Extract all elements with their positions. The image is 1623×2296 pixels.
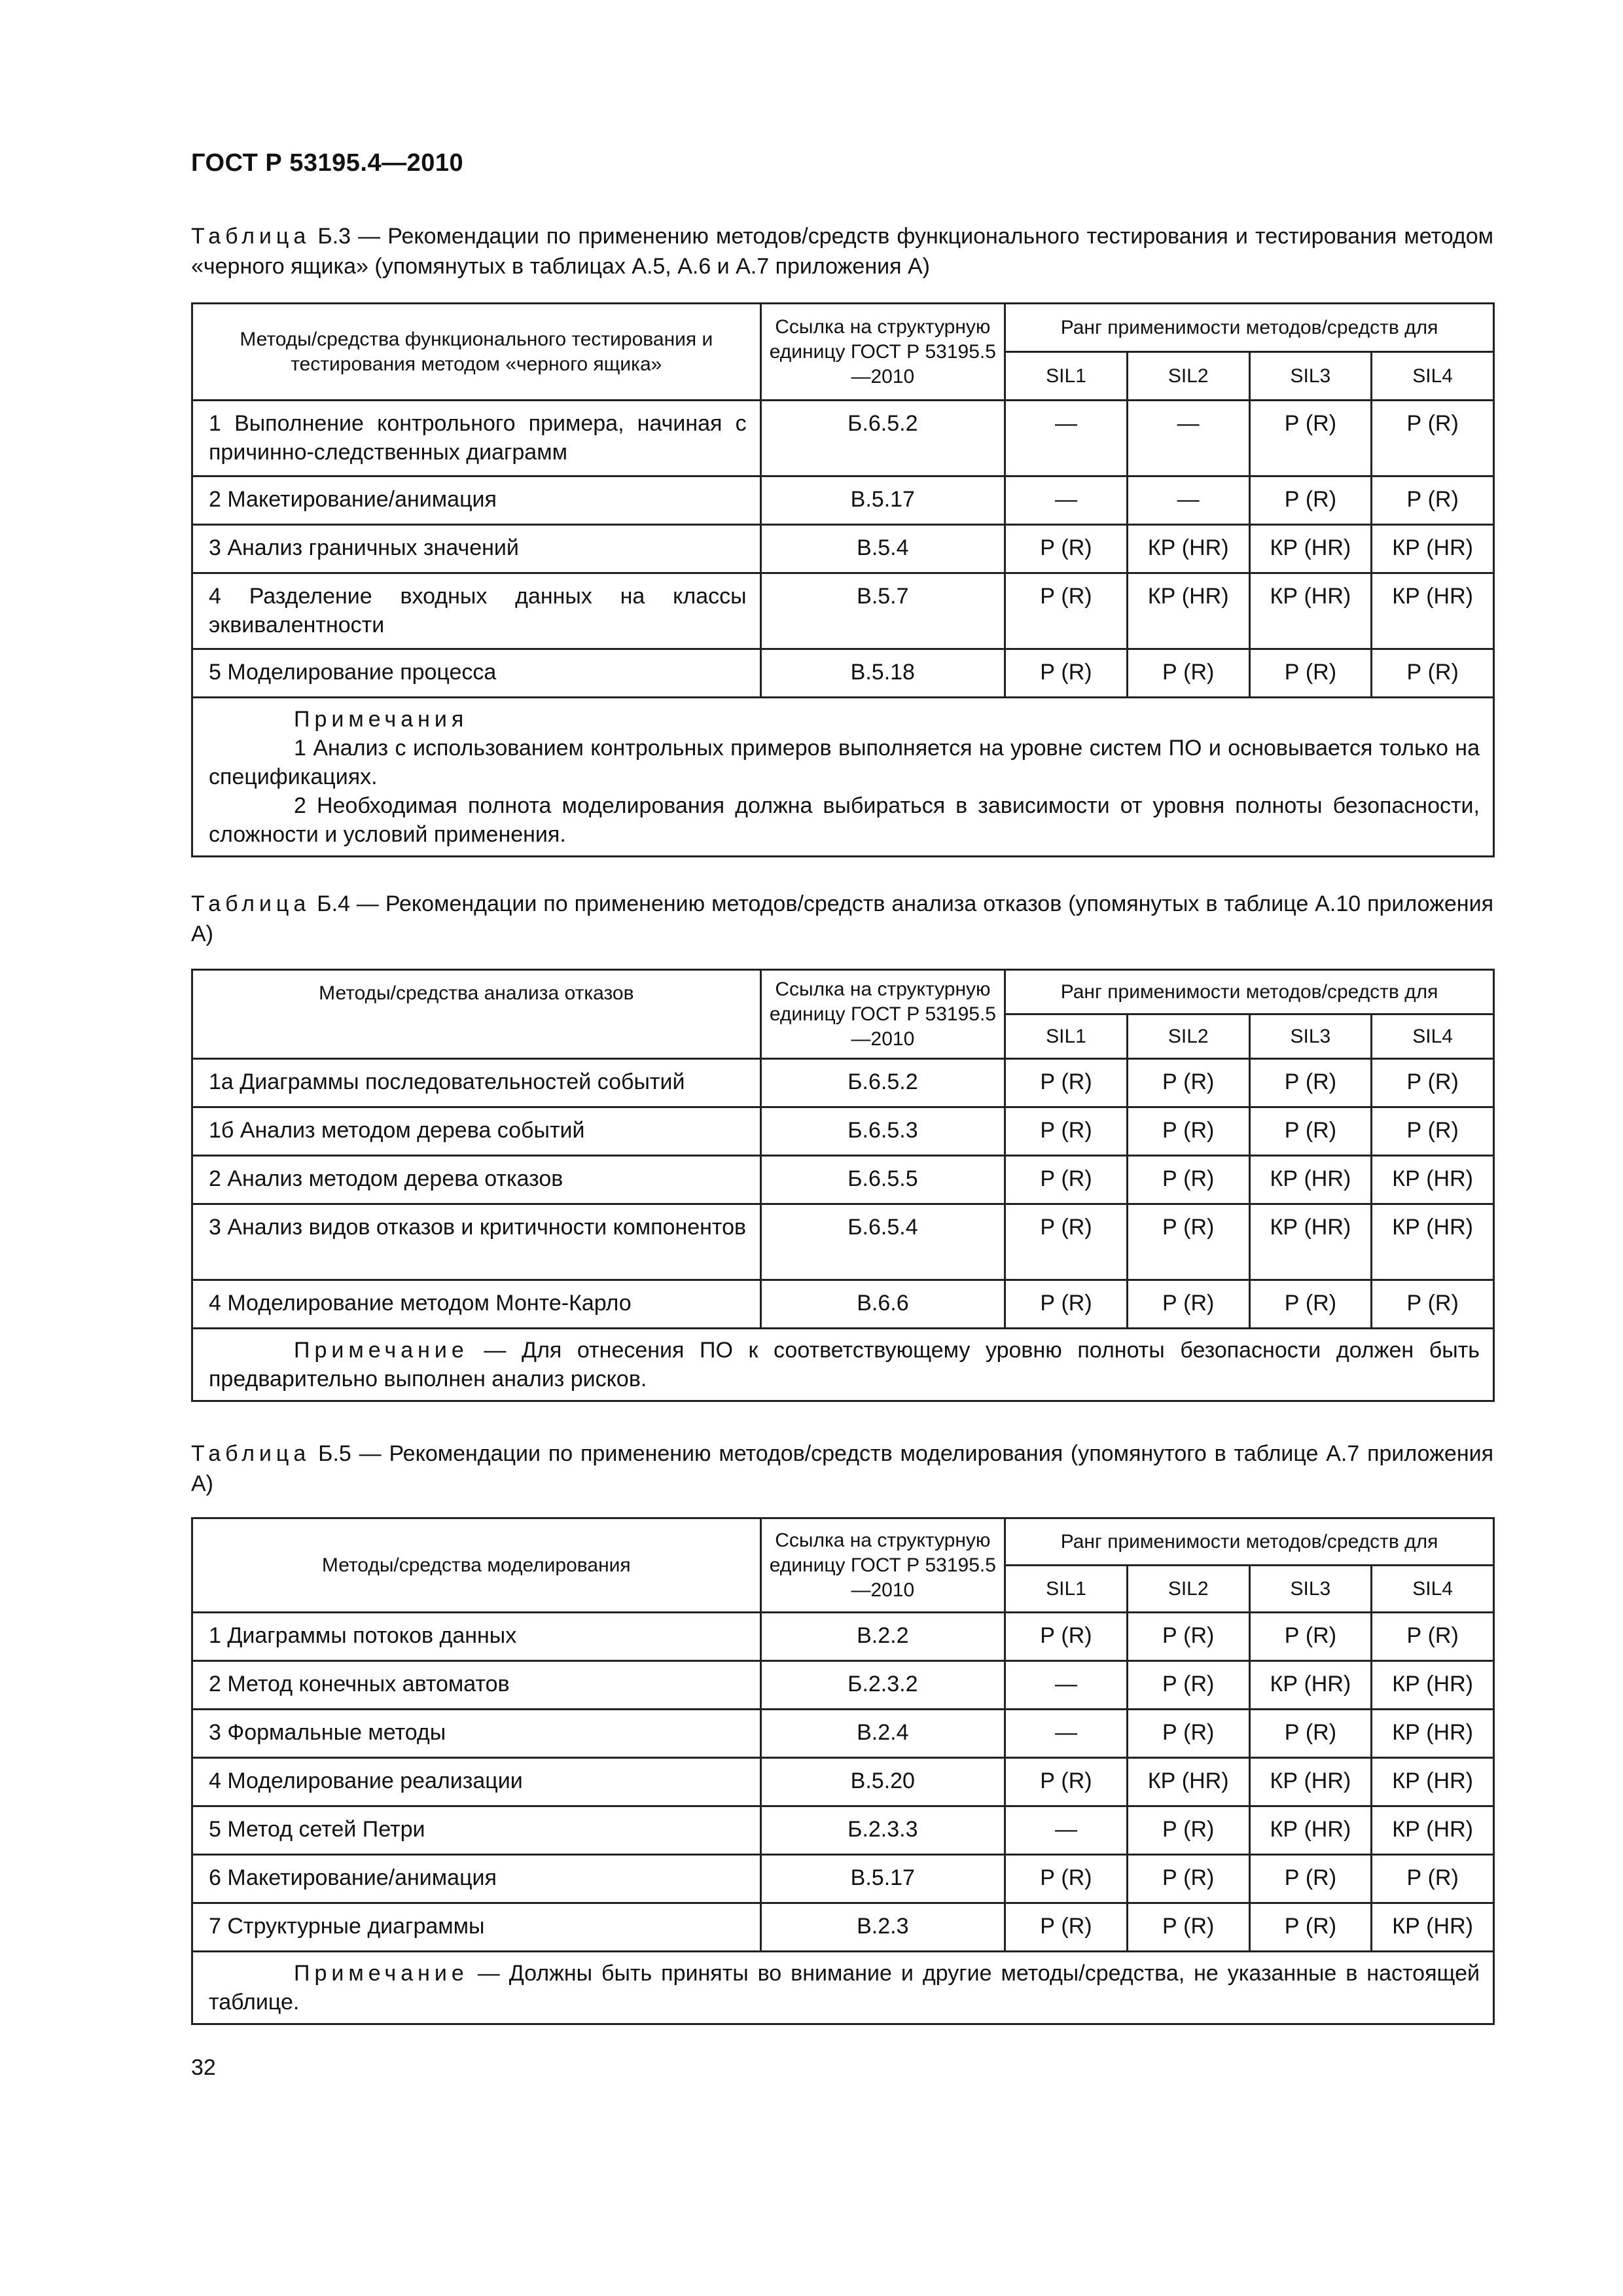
sil1-cell: Р (R) — [1005, 1156, 1128, 1204]
table-note — [192, 1329, 1494, 1401]
table-b5 — [191, 1517, 1495, 2025]
sil1-cell: — — [1005, 476, 1128, 525]
sil3-cell: Р (R) — [1249, 1059, 1372, 1107]
table-b5-caption-text: Б.5 — Рекомендации по применению методов/средств моделирования (упомянутого в таблице А.7 приложения А) — [191, 1441, 1494, 1496]
table-row — [192, 649, 1494, 698]
sil4-cell: КР (HR) — [1372, 1903, 1494, 1952]
ref-cell: Б.6.5.5 — [760, 1156, 1005, 1204]
sil2-cell: Р (R) — [1127, 1661, 1249, 1710]
sil2-cell: Р (R) — [1127, 1107, 1249, 1156]
col-header-sil4: SIL4 — [1372, 352, 1494, 401]
col-header-sil2: SIL2 — [1127, 352, 1249, 401]
sil1-cell: — — [1005, 1806, 1128, 1855]
note-title: Примечание — [294, 1338, 469, 1363]
ref-cell: В.5.20 — [760, 1758, 1005, 1806]
col-header-sil4: SIL4 — [1372, 1566, 1494, 1613]
method-cell: 5 Метод сетей Петри — [192, 1806, 761, 1855]
sil3-cell: КР (HR) — [1249, 1806, 1372, 1855]
table-row — [192, 1855, 1494, 1903]
sil3-cell: Р (R) — [1249, 1903, 1372, 1952]
ref-cell: Б.2.3.2 — [760, 1661, 1005, 1710]
method-cell: 1 Выполнение контрольного примера, начиная с причинно-следственных диаграмм — [192, 401, 761, 476]
sil1-cell: Р (R) — [1005, 1107, 1128, 1156]
table-row — [192, 401, 1494, 476]
method-cell: 7 Структурные диаграммы — [192, 1903, 761, 1952]
sil1-cell: — — [1005, 1661, 1128, 1710]
ref-cell: Б.2.3.3 — [760, 1806, 1005, 1855]
table-row — [192, 1806, 1494, 1855]
col-header-sil3: SIL3 — [1249, 352, 1372, 401]
table-note — [192, 698, 1494, 857]
sil4-cell: КР (HR) — [1372, 1758, 1494, 1806]
sil1-cell: Р (R) — [1005, 1758, 1128, 1806]
sil3-cell: КР (HR) — [1249, 525, 1372, 573]
table-row — [192, 1280, 1494, 1329]
sil2-cell: Р (R) — [1127, 1855, 1249, 1903]
ref-cell: В.5.18 — [760, 649, 1005, 698]
table-row — [192, 1661, 1494, 1710]
col-header-rank: Ранг применимости методов/средств для — [1005, 304, 1494, 352]
table-note-row — [192, 1329, 1494, 1401]
col-header-sil1: SIL1 — [1005, 352, 1128, 401]
sil4-cell: Р (R) — [1372, 401, 1494, 476]
sil3-cell: Р (R) — [1249, 1107, 1372, 1156]
note-text: — Для отнесения ПО к соответствующему уровню полноты безопасности должен быть предварительно выполнен анализ рисков. — [209, 1338, 1480, 1391]
table-b4 — [191, 969, 1495, 1402]
sil3-cell: КР (HR) — [1249, 1204, 1372, 1280]
ref-cell: В.2.2 — [760, 1613, 1005, 1661]
table-note-row — [192, 1952, 1494, 2024]
table-row — [192, 1059, 1494, 1107]
col-header-sil2: SIL2 — [1127, 1014, 1249, 1059]
page-number: 32 — [191, 2055, 216, 2080]
table-row — [192, 1613, 1494, 1661]
method-cell: 1б Анализ методом дерева событий — [192, 1107, 761, 1156]
table-row — [192, 1107, 1494, 1156]
sil1-cell: Р (R) — [1005, 525, 1128, 573]
sil3-cell: КР (HR) — [1249, 1661, 1372, 1710]
col-header-ref: Ссылка на структурную единицу ГОСТ Р 53195.5—2010 — [760, 1518, 1005, 1613]
note-item: 1 Анализ с использованием контрольных примеров выполняется на уровне систем ПО и основывается только на спецификациях. — [209, 736, 1480, 789]
sil4-cell: Р (R) — [1372, 1613, 1494, 1661]
sil4-cell: Р (R) — [1372, 1059, 1494, 1107]
sil1-cell: Р (R) — [1005, 1613, 1128, 1661]
sil2-cell: Р (R) — [1127, 1710, 1249, 1758]
table-b3-caption — [191, 221, 1493, 281]
sil3-cell: Р (R) — [1249, 1613, 1372, 1661]
note-item: 2 Необходимая полнота моделирования должна выбираться в зависимости от уровня полноты безопасности, сложности и условий применения. — [209, 793, 1480, 847]
table-row — [192, 1710, 1494, 1758]
sil3-cell: Р (R) — [1249, 1855, 1372, 1903]
method-cell: 1 Диаграммы потоков данных — [192, 1613, 761, 1661]
sil3-cell: КР (HR) — [1249, 1156, 1372, 1204]
sil1-cell: — — [1005, 1710, 1128, 1758]
sil2-cell: КР (HR) — [1127, 1758, 1249, 1806]
ref-cell: Б.6.5.3 — [760, 1107, 1005, 1156]
sil2-cell: Р (R) — [1127, 1156, 1249, 1204]
ref-cell: Б.6.5.2 — [760, 1059, 1005, 1107]
sil4-cell: КР (HR) — [1372, 1661, 1494, 1710]
table-note-row — [192, 698, 1494, 857]
ref-cell: В.6.6 — [760, 1280, 1005, 1329]
table-b4-label: Таблица — [191, 891, 311, 916]
sil2-cell: КР (HR) — [1127, 525, 1249, 573]
col-header-method: Методы/средства анализа отказов — [192, 970, 761, 1059]
sil4-cell: Р (R) — [1372, 476, 1494, 525]
sil3-cell: КР (HR) — [1249, 573, 1372, 649]
method-cell: 5 Моделирование процесса — [192, 649, 761, 698]
table-row — [192, 1204, 1494, 1280]
table-note — [192, 1952, 1494, 2024]
table-row — [192, 1903, 1494, 1952]
method-cell: 2 Метод конечных автоматов — [192, 1661, 761, 1710]
sil4-cell: Р (R) — [1372, 1107, 1494, 1156]
ref-cell: В.5.17 — [760, 1855, 1005, 1903]
col-header-sil4: SIL4 — [1372, 1014, 1494, 1059]
col-header-sil1: SIL1 — [1005, 1566, 1128, 1613]
col-header-sil1: SIL1 — [1005, 1014, 1128, 1059]
ref-cell: В.5.17 — [760, 476, 1005, 525]
sil3-cell: Р (R) — [1249, 476, 1372, 525]
sil4-cell: КР (HR) — [1372, 1806, 1494, 1855]
ref-cell: В.2.4 — [760, 1710, 1005, 1758]
col-header-method: Методы/средства моделирования — [192, 1518, 761, 1613]
col-header-method: Методы/средства функционального тестирования и тестирования методом «черного ящика» — [192, 304, 761, 401]
sil1-cell: Р (R) — [1005, 1903, 1128, 1952]
method-cell: 2 Макетирование/анимация — [192, 476, 761, 525]
col-header-sil3: SIL3 — [1249, 1566, 1372, 1613]
sil2-cell: — — [1127, 476, 1249, 525]
table-row — [192, 476, 1494, 525]
note-title: Примечание — [294, 1961, 469, 1986]
sil2-cell: — — [1127, 401, 1249, 476]
sil1-cell: Р (R) — [1005, 1204, 1128, 1280]
ref-cell: В.5.4 — [760, 525, 1005, 573]
table-row — [192, 525, 1494, 573]
method-cell: 4 Моделирование методом Монте-Карло — [192, 1280, 761, 1329]
sil1-cell: Р (R) — [1005, 1280, 1128, 1329]
sil1-cell: — — [1005, 401, 1128, 476]
method-cell: 3 Анализ видов отказов и критичности компонентов — [192, 1204, 761, 1280]
note-title: Примечания — [294, 707, 469, 732]
sil3-cell: Р (R) — [1249, 1710, 1372, 1758]
sil3-cell: Р (R) — [1249, 401, 1372, 476]
method-cell: 3 Формальные методы — [192, 1710, 761, 1758]
note-text: — Должны быть приняты во внимание и другие методы/средства, не указанные в настоящей таблице. — [209, 1961, 1480, 2015]
sil3-cell: Р (R) — [1249, 649, 1372, 698]
table-b5-caption — [191, 1439, 1493, 1499]
method-cell: 3 Анализ граничных значений — [192, 525, 761, 573]
sil2-cell: Р (R) — [1127, 1204, 1249, 1280]
sil4-cell: Р (R) — [1372, 1280, 1494, 1329]
method-cell: 4 Моделирование реализации — [192, 1758, 761, 1806]
sil2-cell: Р (R) — [1127, 1059, 1249, 1107]
sil2-cell: Р (R) — [1127, 1903, 1249, 1952]
table-row — [192, 573, 1494, 649]
table-b3-label: Таблица — [191, 224, 311, 249]
method-cell: 4 Разделение входных данных на классы эквивалентности — [192, 573, 761, 649]
sil2-cell: Р (R) — [1127, 1613, 1249, 1661]
col-header-ref: Ссылка на структурную единицу ГОСТ Р 53195.5—2010 — [760, 970, 1005, 1059]
sil4-cell: КР (HR) — [1372, 1156, 1494, 1204]
ref-cell: Б.6.5.4 — [760, 1204, 1005, 1280]
table-b4-caption — [191, 889, 1493, 949]
sil4-cell: КР (HR) — [1372, 1204, 1494, 1280]
ref-cell: В.2.3 — [760, 1903, 1005, 1952]
ref-cell: В.5.7 — [760, 573, 1005, 649]
col-header-ref: Ссылка на структурную единицу ГОСТ Р 53195.5—2010 — [760, 304, 1005, 401]
table-row — [192, 1758, 1494, 1806]
sil1-cell: Р (R) — [1005, 1855, 1128, 1903]
sil3-cell: Р (R) — [1249, 1280, 1372, 1329]
sil4-cell: КР (HR) — [1372, 1710, 1494, 1758]
method-cell: 2 Анализ методом дерева отказов — [192, 1156, 761, 1204]
sil2-cell: Р (R) — [1127, 1280, 1249, 1329]
table-b5-label: Таблица — [191, 1441, 311, 1466]
sil4-cell: КР (HR) — [1372, 573, 1494, 649]
table-row — [192, 1156, 1494, 1204]
sil2-cell: Р (R) — [1127, 1806, 1249, 1855]
col-header-sil3: SIL3 — [1249, 1014, 1372, 1059]
sil4-cell: Р (R) — [1372, 649, 1494, 698]
sil1-cell: Р (R) — [1005, 649, 1128, 698]
col-header-rank: Ранг применимости методов/средств для — [1005, 970, 1494, 1014]
table-b3-caption-text: Б.3 — Рекомендации по применению методов/средств функционального тестирования и тестирования методом «черного ящика» (упомянутых в таблицах А.5, А.6 и А.7 приложения А) — [191, 224, 1493, 279]
sil3-cell: КР (HR) — [1249, 1758, 1372, 1806]
col-header-sil2: SIL2 — [1127, 1566, 1249, 1613]
ref-cell: Б.6.5.2 — [760, 401, 1005, 476]
sil1-cell: Р (R) — [1005, 1059, 1128, 1107]
sil2-cell: КР (HR) — [1127, 573, 1249, 649]
table-b4-caption-text: Б.4 — Рекомендации по применению методов/средств анализа отказов (упомянутых в таблице А.10 приложения А) — [191, 891, 1493, 946]
document-header: ГОСТ Р 53195.4—2010 — [191, 149, 464, 177]
method-cell: 6 Макетирование/анимация — [192, 1855, 761, 1903]
sil1-cell: Р (R) — [1005, 573, 1128, 649]
sil4-cell: Р (R) — [1372, 1855, 1494, 1903]
method-cell: 1а Диаграммы последовательностей событий — [192, 1059, 761, 1107]
sil4-cell: КР (HR) — [1372, 525, 1494, 573]
col-header-rank: Ранг применимости методов/средств для — [1005, 1518, 1494, 1566]
sil2-cell: Р (R) — [1127, 649, 1249, 698]
table-b3 — [191, 302, 1495, 857]
